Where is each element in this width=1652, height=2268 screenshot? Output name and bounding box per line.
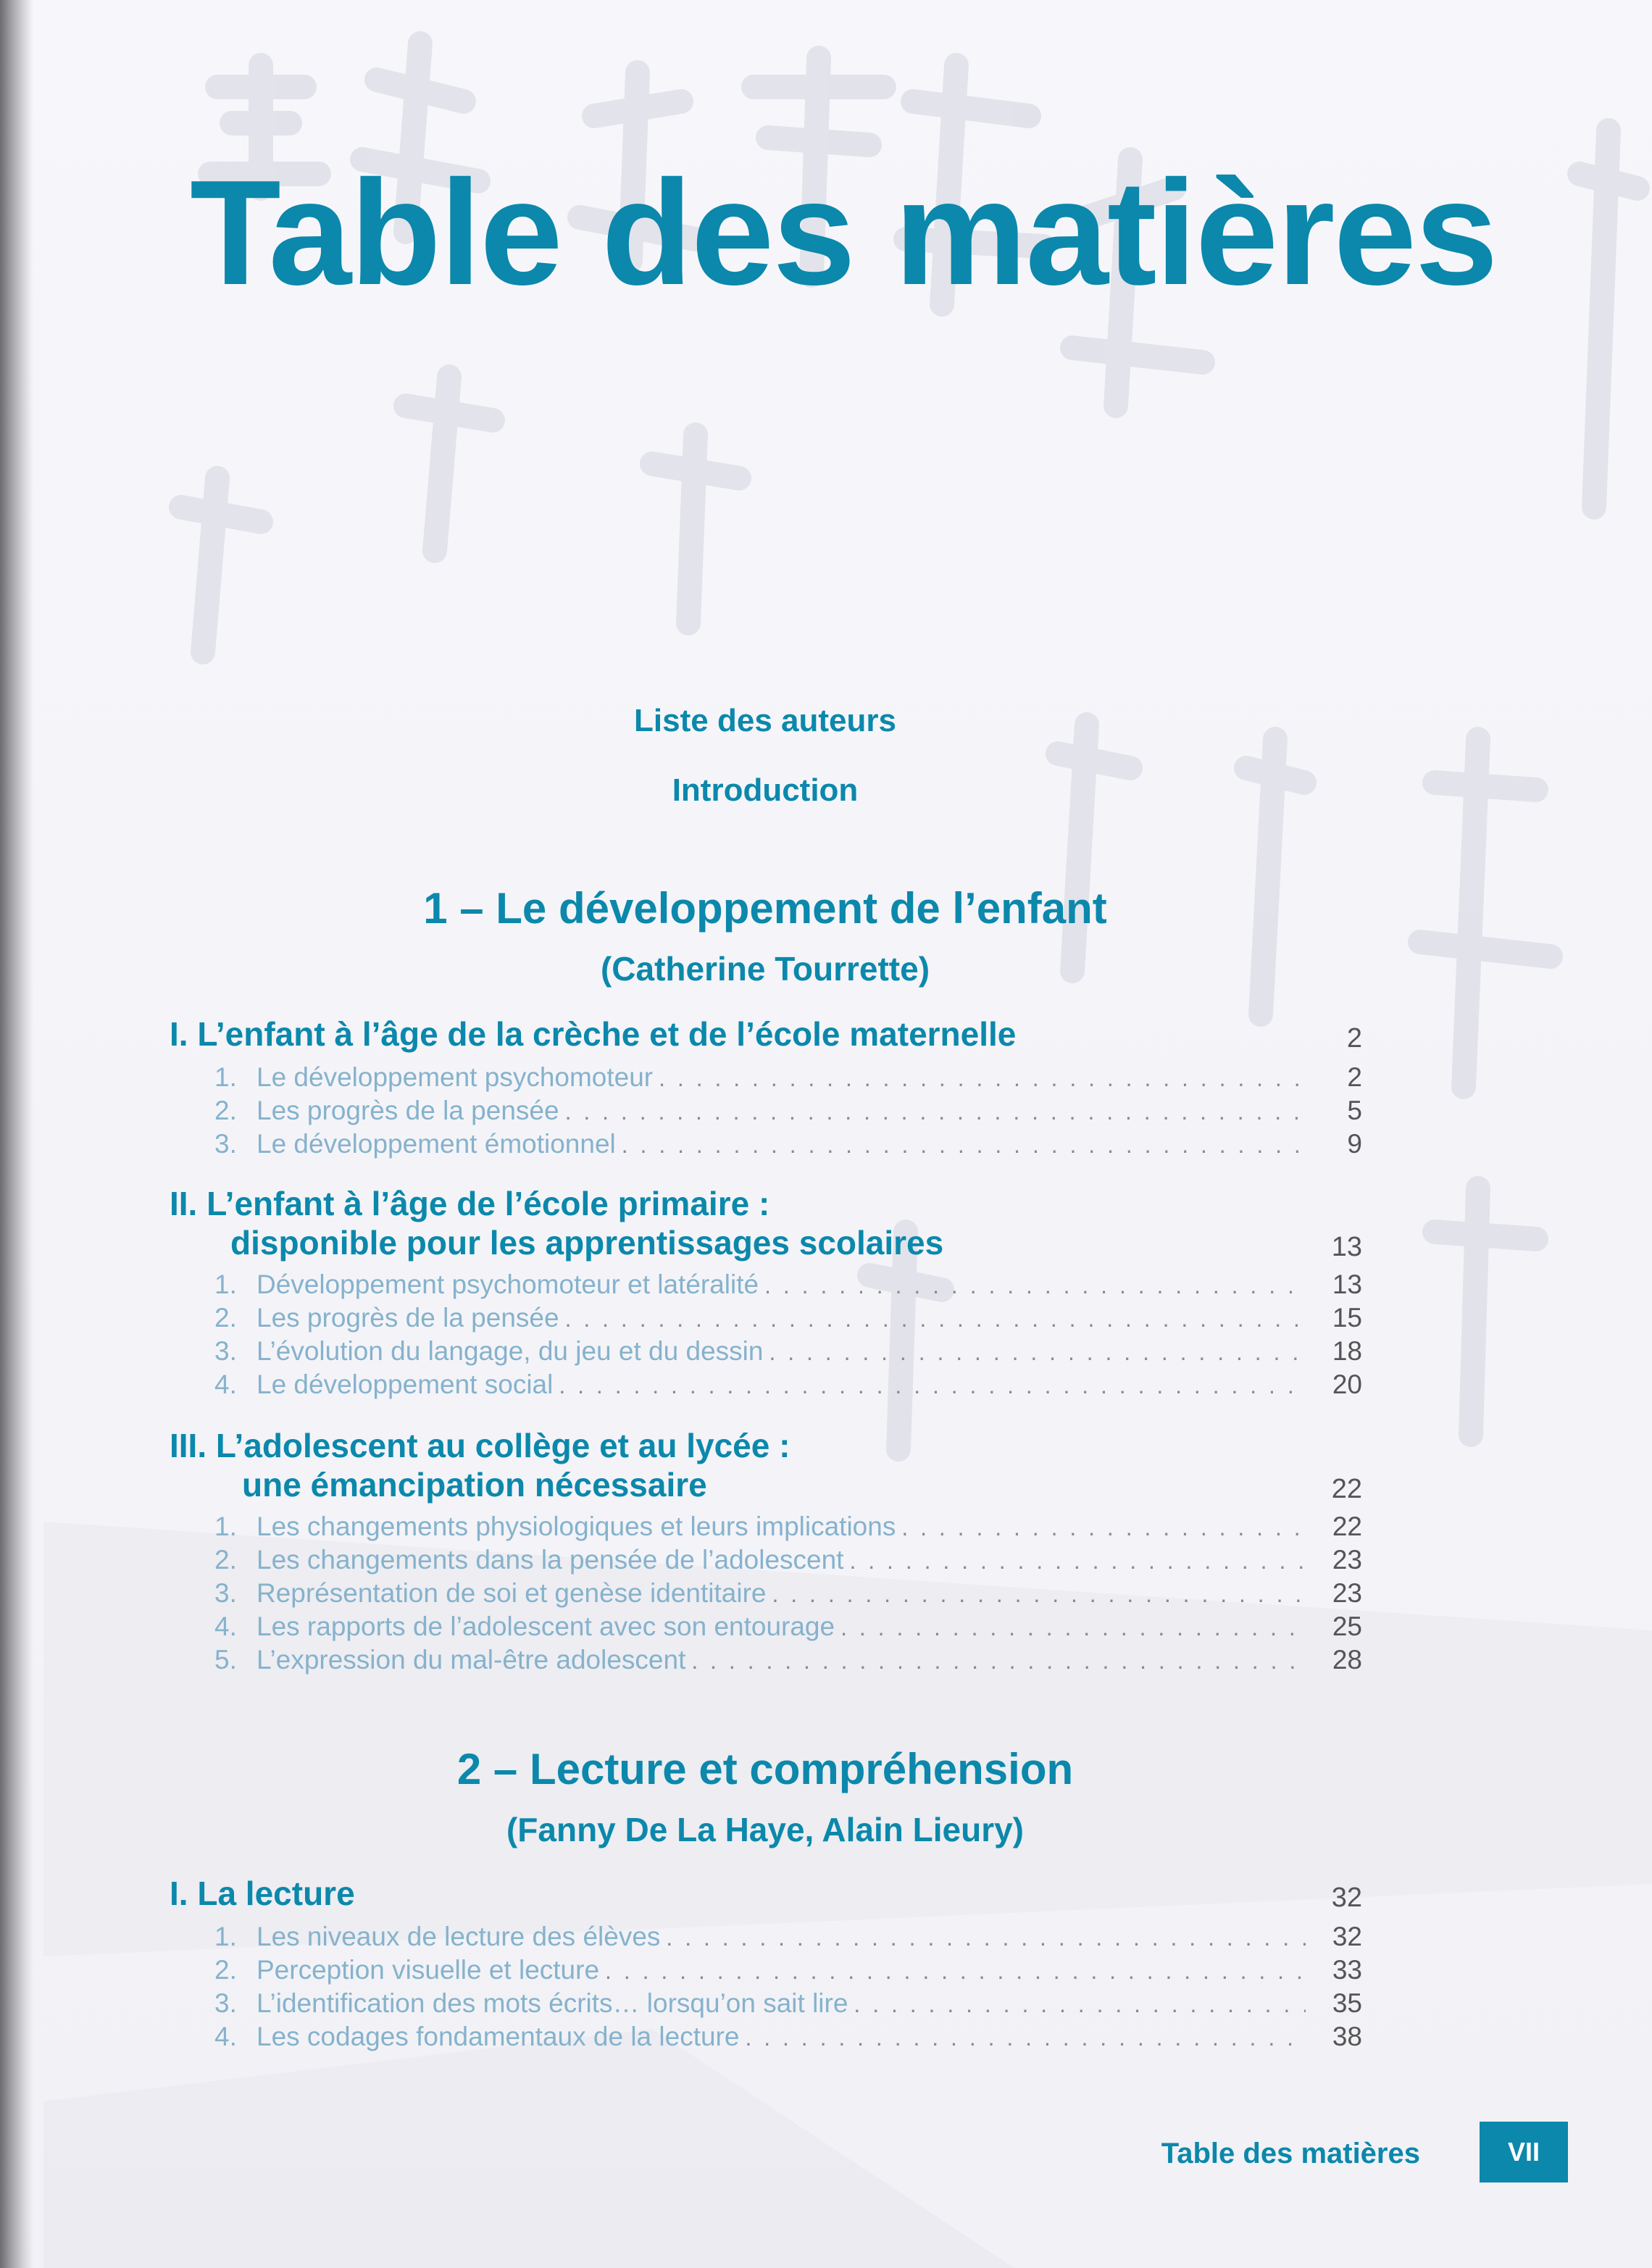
- entry-title: Les rapports de l’adolescent avec son entourage: [256, 1612, 835, 1641]
- entry-title: L’identification des mots écrits… lorsqu’on sait lire: [256, 1988, 848, 2018]
- entry-number: 3.: [214, 1336, 237, 1366]
- entry-title: Les changements dans la pensée de l’adolescent: [256, 1545, 844, 1575]
- entry-number: 4.: [214, 1369, 237, 1399]
- toc-entry[interactable]: [214, 1922, 1362, 1955]
- dot-leader: [745, 2025, 1306, 2051]
- book-binding-shadow: [0, 0, 33, 2268]
- entry-page-number: 33: [1332, 1955, 1362, 1985]
- entry-number: 2.: [214, 1955, 237, 1985]
- entry-page-number: 28: [1332, 1645, 1362, 1675]
- entry-number: 3.: [214, 1988, 237, 2018]
- section-number: I.: [170, 1875, 188, 1912]
- entry-title: L’expression du mal-être adolescent: [256, 1645, 686, 1675]
- entry-title: Représentation de soi et genèse identitaire: [256, 1578, 767, 1608]
- entry-page-number: 9: [1347, 1129, 1362, 1159]
- page-folio-badge: VII: [1480, 2122, 1568, 2182]
- toc-entry[interactable]: [214, 1578, 1362, 1612]
- entry-number: 3.: [214, 1578, 237, 1608]
- entry-number: 2.: [214, 1096, 237, 1125]
- entry-number: 1.: [214, 1922, 237, 1951]
- dot-leader: [849, 1548, 1306, 1575]
- dot-leader: [772, 1581, 1306, 1608]
- part-2-authors: (Fanny De La Haye, Alain Lieury): [506, 1811, 1025, 1848]
- page-title: Table des matières: [190, 149, 1497, 316]
- toc-entry[interactable]: [214, 1955, 1362, 1988]
- dot-leader: [565, 1098, 1306, 1125]
- dot-leader: [840, 1614, 1306, 1641]
- entry-title: Les progrès de la pensée: [256, 1096, 559, 1125]
- section-title-line: une émancipation nécessaire: [242, 1466, 707, 1504]
- entry-number: 3.: [214, 1129, 237, 1159]
- entry-page-number: 22: [1332, 1512, 1362, 1541]
- entry-title: Le développement émotionnel: [256, 1129, 616, 1159]
- section-number: I.: [170, 1015, 188, 1053]
- part-1-section-2[interactable]: [170, 1184, 1362, 1262]
- dot-leader: [854, 1991, 1306, 2018]
- part-1-title[interactable]: 1 – Le développement de l’enfant: [423, 884, 1107, 933]
- entry-page-number: 20: [1332, 1369, 1362, 1399]
- entry-title: Les changements physiologiques et leurs implications: [256, 1512, 896, 1541]
- front-matter-authors-list[interactable]: Liste des auteurs: [634, 703, 896, 738]
- toc-entry[interactable]: [214, 1096, 1362, 1129]
- entry-page-number: 5: [1347, 1096, 1362, 1125]
- part-2-section-1-items: [214, 1922, 1362, 2055]
- entry-page-number: 18: [1332, 1336, 1362, 1366]
- part-1-section-1-items: [214, 1062, 1362, 1162]
- toc-entry[interactable]: [214, 1369, 1362, 1403]
- dot-leader: [666, 1925, 1306, 1951]
- section-title-line: L’enfant à l’âge de la crèche et de l’école maternelle: [197, 1015, 1017, 1053]
- section-number: III.: [170, 1427, 207, 1464]
- part-2-section-1[interactable]: [170, 1874, 1362, 1913]
- section-page-number: 2: [1346, 1023, 1362, 1054]
- part-2-title[interactable]: 2 – Lecture et compréhension: [456, 1745, 1074, 1793]
- toc-entry[interactable]: [214, 1645, 1362, 1678]
- entry-page-number: 38: [1332, 2022, 1362, 2051]
- part-1-section-2-items: [214, 1270, 1362, 1403]
- part-1-authors: (Catherine Tourrette): [600, 950, 930, 988]
- entry-number: 2.: [214, 1303, 237, 1333]
- entry-title: L’évolution du langage, du jeu et du dessin: [256, 1336, 764, 1366]
- entry-title: Les codages fondamentaux de la lecture: [256, 2022, 740, 2051]
- dot-leader: [565, 1306, 1306, 1333]
- entry-number: 1.: [214, 1062, 237, 1092]
- entry-page-number: 23: [1332, 1545, 1362, 1575]
- entry-page-number: 32: [1332, 1922, 1362, 1951]
- front-matter-introduction[interactable]: Introduction: [672, 772, 859, 808]
- part-1-section-1[interactable]: [170, 1014, 1362, 1054]
- section-page-number: 22: [1331, 1474, 1362, 1504]
- entry-number: 5.: [214, 1645, 237, 1675]
- section-page-number: 13: [1331, 1232, 1362, 1262]
- dot-leader: [559, 1372, 1306, 1399]
- entry-page-number: 13: [1332, 1270, 1362, 1299]
- dot-leader: [622, 1132, 1306, 1159]
- entry-title: Développement psychomoteur et latéralité: [256, 1270, 759, 1299]
- entry-page-number: 35: [1332, 1988, 1362, 2018]
- entry-title: Les niveaux de lecture des élèves: [256, 1922, 661, 1951]
- dot-leader: [769, 1339, 1306, 1366]
- entry-number: 2.: [214, 1545, 237, 1575]
- toc-entry[interactable]: [214, 2022, 1362, 2055]
- section-title-line: L’adolescent au collège et au lycée :: [215, 1427, 790, 1464]
- entry-page-number: 2: [1347, 1062, 1362, 1092]
- part-1-section-3-items: [214, 1512, 1362, 1678]
- dot-leader: [764, 1272, 1306, 1299]
- section-page-number: 32: [1331, 1883, 1362, 1913]
- toc-entry[interactable]: [214, 1062, 1362, 1096]
- entry-page-number: 15: [1332, 1303, 1362, 1333]
- toc-entry[interactable]: [214, 1988, 1362, 2022]
- toc-entry[interactable]: [214, 1303, 1362, 1336]
- toc-entry[interactable]: [214, 1612, 1362, 1645]
- part-1-section-3[interactable]: [170, 1426, 1362, 1504]
- section-title-line: disponible pour les apprentissages scolaires: [230, 1224, 944, 1262]
- entry-number: 1.: [214, 1512, 237, 1541]
- toc-entry[interactable]: [214, 1545, 1362, 1578]
- section-number: II.: [170, 1185, 198, 1222]
- running-footer-label: Table des matières: [1161, 2138, 1420, 2169]
- entry-number: 4.: [214, 1612, 237, 1641]
- dot-leader: [605, 1958, 1306, 1985]
- entry-title: Le développement psychomoteur: [256, 1062, 654, 1092]
- toc-entry[interactable]: [214, 1336, 1362, 1369]
- entry-number: 4.: [214, 2022, 237, 2051]
- entry-page-number: 25: [1332, 1612, 1362, 1641]
- dot-leader: [659, 1065, 1306, 1092]
- entry-title: Le développement social: [256, 1369, 554, 1399]
- toc-entry[interactable]: [214, 1512, 1362, 1545]
- entry-title: Les progrès de la pensée: [256, 1303, 559, 1333]
- section-title-line: L’enfant à l’âge de l’école primaire :: [206, 1185, 770, 1222]
- entry-page-number: 23: [1332, 1578, 1362, 1608]
- toc-entry[interactable]: [214, 1270, 1362, 1303]
- toc-entry[interactable]: [214, 1129, 1362, 1162]
- entry-number: 1.: [214, 1270, 237, 1299]
- section-title-line: La lecture: [197, 1875, 355, 1912]
- entry-title: Perception visuelle et lecture: [256, 1955, 600, 1985]
- dot-leader: [901, 1514, 1306, 1541]
- dot-leader: [691, 1648, 1306, 1675]
